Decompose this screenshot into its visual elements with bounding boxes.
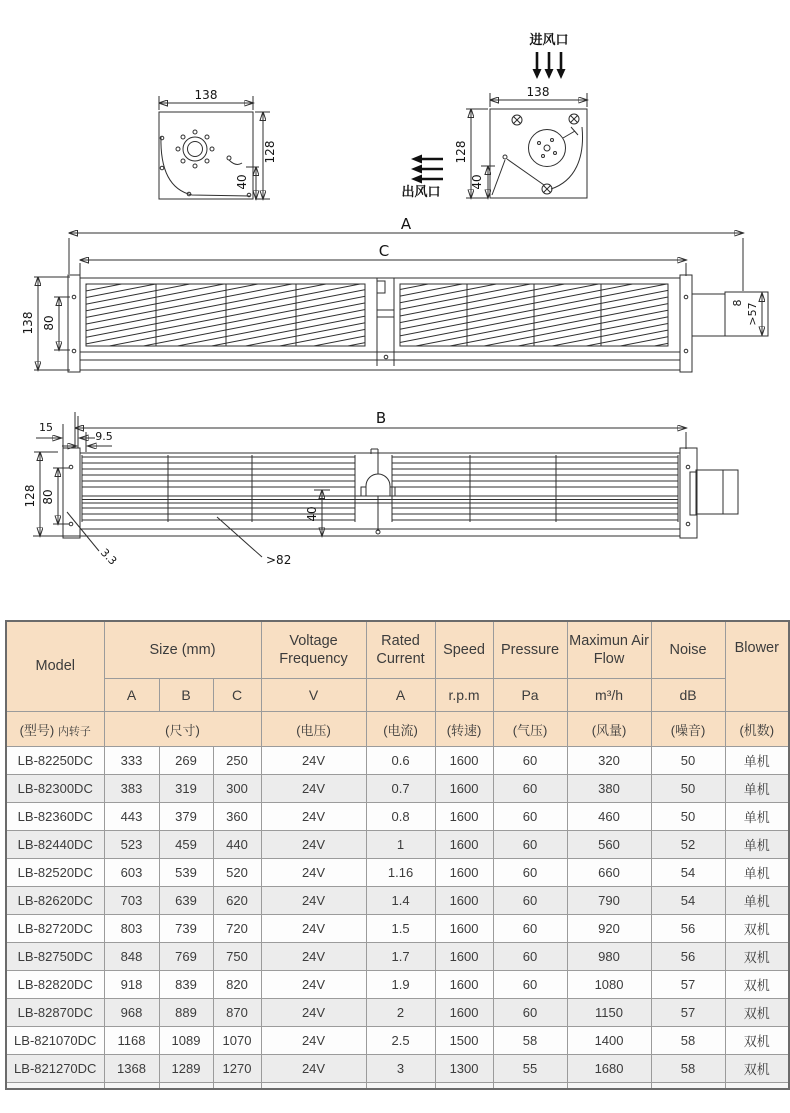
header-row-en xyxy=(6,621,789,679)
cell-a: 803 xyxy=(104,915,159,943)
bottom-view xyxy=(23,409,738,568)
dim-total-label: A xyxy=(400,215,412,233)
cell-model: LB-821070DC xyxy=(6,1027,104,1055)
end-plate xyxy=(680,448,697,538)
cell-current: 2.5 xyxy=(366,1027,435,1055)
cell-c: 720 xyxy=(213,915,261,943)
cell-speed: 1600 xyxy=(435,859,493,887)
table-row xyxy=(6,915,789,943)
cell-blower: 单机 xyxy=(725,803,789,831)
col-size-a: A xyxy=(104,679,159,712)
unit-airflow: m³/h xyxy=(567,679,651,712)
cell-airflow: 790 xyxy=(567,887,651,915)
cell-speed: 1300 xyxy=(435,1055,493,1083)
cell-voltage: 24V xyxy=(261,859,366,887)
col-noise: Noise xyxy=(651,621,725,679)
col-voltage: Voltage Frequency xyxy=(261,621,366,679)
end-plate xyxy=(680,275,692,372)
cell-c: 620 xyxy=(213,887,261,915)
col-pressure-cn: (气压) xyxy=(493,712,567,747)
cell-c: 250 xyxy=(213,747,261,775)
cell-voltage: 24V xyxy=(261,1055,366,1083)
cell-noise: 50 xyxy=(651,775,725,803)
col-blower: Blower xyxy=(725,621,789,712)
dim-motor-label: 8 xyxy=(731,299,744,307)
cell-b: 769 xyxy=(159,943,213,971)
outlet-arrows-icon xyxy=(411,155,443,184)
cell-current: 1.4 xyxy=(366,887,435,915)
cell-current: 1.7 xyxy=(366,943,435,971)
cell-model: LB-82720DC xyxy=(6,915,104,943)
cell-b: 889 xyxy=(159,999,213,1027)
cell-b: 1089 xyxy=(159,1027,213,1055)
cell-noise: 57 xyxy=(651,971,725,999)
col-size-cn: (尺寸) xyxy=(104,712,261,747)
cell-pressure: 60 xyxy=(493,747,567,775)
cell-c: 360 xyxy=(213,803,261,831)
cell-noise: 58 xyxy=(651,1055,725,1083)
cell-noise: 57 xyxy=(651,999,725,1027)
cell-pressure: 60 xyxy=(493,971,567,999)
cell-voltage: 24V xyxy=(261,775,366,803)
table-body xyxy=(6,747,789,1090)
cell-pressure: 60 xyxy=(493,999,567,1027)
cell-voltage: 24V xyxy=(261,803,366,831)
table-row xyxy=(6,803,789,831)
cell-model: LB-82360DC xyxy=(6,803,104,831)
col-model-cn: (型号) 内转子 xyxy=(6,712,104,747)
cell-speed: 1500 xyxy=(435,1027,493,1055)
dim-inner-label: 80 xyxy=(42,315,56,331)
cell-b: 459 xyxy=(159,831,213,859)
dim-height-label: 128 xyxy=(454,140,468,164)
cell-voltage: 24V xyxy=(261,971,366,999)
col-size-b: B xyxy=(159,679,213,712)
header-row-units xyxy=(6,679,789,712)
cell-speed: 1600 xyxy=(435,943,493,971)
cell-blower: 双机 xyxy=(725,943,789,971)
cell-blower: 双机 xyxy=(725,1027,789,1055)
cell-a: 703 xyxy=(104,887,159,915)
col-current: Rated Current xyxy=(366,621,435,679)
cell-c: 750 xyxy=(213,943,261,971)
motor-face xyxy=(183,137,207,161)
cell-a: 443 xyxy=(104,803,159,831)
dim-inner-label: 80 xyxy=(41,489,55,505)
cell-airflow: 980 xyxy=(567,943,651,971)
cell-pressure: 58 xyxy=(493,1027,567,1055)
cell-a: 1168 xyxy=(104,1027,159,1055)
cell-blower: 双机 xyxy=(725,1055,789,1083)
col-model: Model xyxy=(6,621,104,712)
cell-c: 1070 xyxy=(213,1027,261,1055)
table-row xyxy=(6,999,789,1027)
dim-outlet-label: 40 xyxy=(470,174,484,190)
col-noise-cn: (噪音) xyxy=(651,712,725,747)
cell-b: 269 xyxy=(159,747,213,775)
cell-voltage: 24V xyxy=(261,915,366,943)
motor-mount xyxy=(366,474,390,496)
header-row-cn xyxy=(6,712,789,747)
cell-current: 3 xyxy=(366,1055,435,1083)
cell-pressure: 60 xyxy=(493,887,567,915)
cell-model: LB-82440DC xyxy=(6,831,104,859)
cell-pressure: 60 xyxy=(493,859,567,887)
cell-model: LB-82300DC xyxy=(6,775,104,803)
cell-a: 968 xyxy=(104,999,159,1027)
cell-current: 1.5 xyxy=(366,915,435,943)
cell-a: 333 xyxy=(104,747,159,775)
cell-speed: 1600 xyxy=(435,803,493,831)
dim-body-label: C xyxy=(378,242,390,260)
cell-model: LB-82620DC xyxy=(6,887,104,915)
cell-current: 1 xyxy=(366,831,435,859)
end-plate xyxy=(68,275,80,372)
cell-speed: 1600 xyxy=(435,999,493,1027)
cell-blower: 单机 xyxy=(725,831,789,859)
table-row xyxy=(6,747,789,775)
table-row xyxy=(6,1055,789,1083)
screw-icon xyxy=(512,114,579,194)
motor-flange xyxy=(692,294,725,336)
cell-voltage: 24V xyxy=(261,999,366,1027)
cell-blower: 双机 xyxy=(725,915,789,943)
cell-pressure: 60 xyxy=(493,803,567,831)
cell-airflow: 1400 xyxy=(567,1027,651,1055)
dim-width-label: 138 xyxy=(194,88,218,102)
table-row xyxy=(6,1027,789,1055)
dim-total-label: B xyxy=(375,409,387,427)
cell-pressure: 60 xyxy=(493,943,567,971)
cell-c: 440 xyxy=(213,831,261,859)
housing-outline xyxy=(490,109,587,198)
motor-flange xyxy=(690,472,696,515)
cell-airflow: 1680 xyxy=(567,1055,651,1083)
cell-airflow: 460 xyxy=(567,803,651,831)
unit-pressure: Pa xyxy=(493,679,567,712)
unit-noise: dB xyxy=(651,679,725,712)
cell-current: 0.6 xyxy=(366,747,435,775)
cell-noise: 50 xyxy=(651,803,725,831)
cell-pressure: 60 xyxy=(493,831,567,859)
cell-b: 739 xyxy=(159,915,213,943)
cell-airflow: 920 xyxy=(567,915,651,943)
cell-noise: 52 xyxy=(651,831,725,859)
dim-height-label: 128 xyxy=(263,140,277,164)
cell-a: 1368 xyxy=(104,1055,159,1083)
cell-speed: 1600 xyxy=(435,747,493,775)
cell-a: 383 xyxy=(104,775,159,803)
table-header xyxy=(6,621,789,747)
cell-current: 1.16 xyxy=(366,859,435,887)
col-size-c: C xyxy=(213,679,261,712)
cell-noise: 54 xyxy=(651,887,725,915)
table-row xyxy=(6,775,789,803)
cell-current: 2 xyxy=(366,999,435,1027)
table-row xyxy=(6,887,789,915)
fan-wheel xyxy=(529,130,566,167)
cell-noise: 58 xyxy=(651,1027,725,1055)
cell-b: 1289 xyxy=(159,1055,213,1083)
table-row xyxy=(6,859,789,887)
cell-airflow: 1150 xyxy=(567,999,651,1027)
cell-b: 379 xyxy=(159,803,213,831)
dim-blade-label: >82 xyxy=(266,553,292,567)
cell-blower: 单机 xyxy=(725,747,789,775)
cell-model: LB-821270DC xyxy=(6,1055,104,1083)
cell-pressure: 60 xyxy=(493,775,567,803)
cell-c: 1270 xyxy=(213,1055,261,1083)
cell-model: LB-82520DC xyxy=(6,859,104,887)
cell-pressure: 60 xyxy=(493,915,567,943)
front-view xyxy=(21,215,768,372)
cell-c: 520 xyxy=(213,859,261,887)
cell-speed: 1600 xyxy=(435,971,493,999)
col-speed: Speed xyxy=(435,621,493,679)
outlet-label: 出风口 xyxy=(401,185,441,200)
cell-speed: 1600 xyxy=(435,775,493,803)
cell-c: 820 xyxy=(213,971,261,999)
cell-noise: 50 xyxy=(651,747,725,775)
cell-b: 639 xyxy=(159,887,213,915)
inlet-arrows-icon xyxy=(533,52,566,79)
end-view-left xyxy=(159,88,277,199)
cell-current: 0.8 xyxy=(366,803,435,831)
cell-speed: 1600 xyxy=(435,915,493,943)
cell-blower: 单机 xyxy=(725,887,789,915)
cell-blower: 双机 xyxy=(725,999,789,1027)
cell-airflow: 560 xyxy=(567,831,651,859)
cell-current: 0.7 xyxy=(366,775,435,803)
cell-model: LB-82820DC xyxy=(6,971,104,999)
col-voltage-cn: (电压) xyxy=(261,712,366,747)
cell-voltage: 24V xyxy=(261,831,366,859)
cell-c: 870 xyxy=(213,999,261,1027)
cell-airflow: 660 xyxy=(567,859,651,887)
cell-c: 300 xyxy=(213,775,261,803)
cell-noise: 54 xyxy=(651,859,725,887)
dim-thickness-label: 3.3 xyxy=(97,546,120,568)
unit-current: A xyxy=(366,679,435,712)
unit-speed: r.p.m xyxy=(435,679,493,712)
cell-speed: 1600 xyxy=(435,831,493,859)
cell-voltage: 24V xyxy=(261,943,366,971)
dim-height-label: 138 xyxy=(21,311,35,335)
col-airflow-cn: (风量) xyxy=(567,712,651,747)
col-pressure: Pressure xyxy=(493,621,567,679)
cell-voltage: 24V xyxy=(261,887,366,915)
cell-a: 523 xyxy=(104,831,159,859)
motor-body xyxy=(696,470,738,514)
cell-blower: 双机 xyxy=(725,971,789,999)
dim-height-label: 128 xyxy=(23,484,37,508)
cell-b: 839 xyxy=(159,971,213,999)
table-row xyxy=(6,831,789,859)
cell-airflow: 380 xyxy=(567,775,651,803)
table-row xyxy=(6,943,789,971)
cell-b: 539 xyxy=(159,859,213,887)
col-blower-cn: (机数) xyxy=(725,712,789,747)
cell-a: 848 xyxy=(104,943,159,971)
table-row xyxy=(6,971,789,999)
cell-speed: 1600 xyxy=(435,887,493,915)
col-current-cn: (电流) xyxy=(366,712,435,747)
cell-noise: 56 xyxy=(651,943,725,971)
cell-noise: 56 xyxy=(651,915,725,943)
dim-offset-label: 9.5 xyxy=(95,430,113,443)
cell-voltage: 24V xyxy=(261,1027,366,1055)
dim-width-label: 138 xyxy=(526,85,550,99)
dim-plate-label: 15 xyxy=(39,421,53,434)
cell-a: 918 xyxy=(104,971,159,999)
inlet-label: 进风口 xyxy=(529,33,569,48)
cell-pressure: 55 xyxy=(493,1055,567,1083)
cell-model: LB-82870DC xyxy=(6,999,104,1027)
unit-voltage: V xyxy=(261,679,366,712)
cell-a: 603 xyxy=(104,859,159,887)
cell-model: LB-82750DC xyxy=(6,943,104,971)
col-size: Size (mm) xyxy=(104,621,261,679)
col-airflow: Maximun Air Flow xyxy=(567,621,651,679)
cell-blower: 单机 xyxy=(725,775,789,803)
spec-table xyxy=(5,620,790,1090)
cell-airflow: 1080 xyxy=(567,971,651,999)
dim-motor-len-label: >57 xyxy=(746,302,759,326)
cell-model: LB-82250DC xyxy=(6,747,104,775)
col-speed-cn: (转速) xyxy=(435,712,493,747)
end-view-right xyxy=(401,32,587,200)
cell-b: 319 xyxy=(159,775,213,803)
dim-outlet-label: 40 xyxy=(235,174,249,190)
cell-voltage: 24V xyxy=(261,747,366,775)
table-row-cutoff xyxy=(6,1083,789,1090)
cell-current: 1.9 xyxy=(366,971,435,999)
dim-outlet-label: 40 xyxy=(305,506,319,522)
cell-blower: 单机 xyxy=(725,859,789,887)
cell-airflow: 320 xyxy=(567,747,651,775)
